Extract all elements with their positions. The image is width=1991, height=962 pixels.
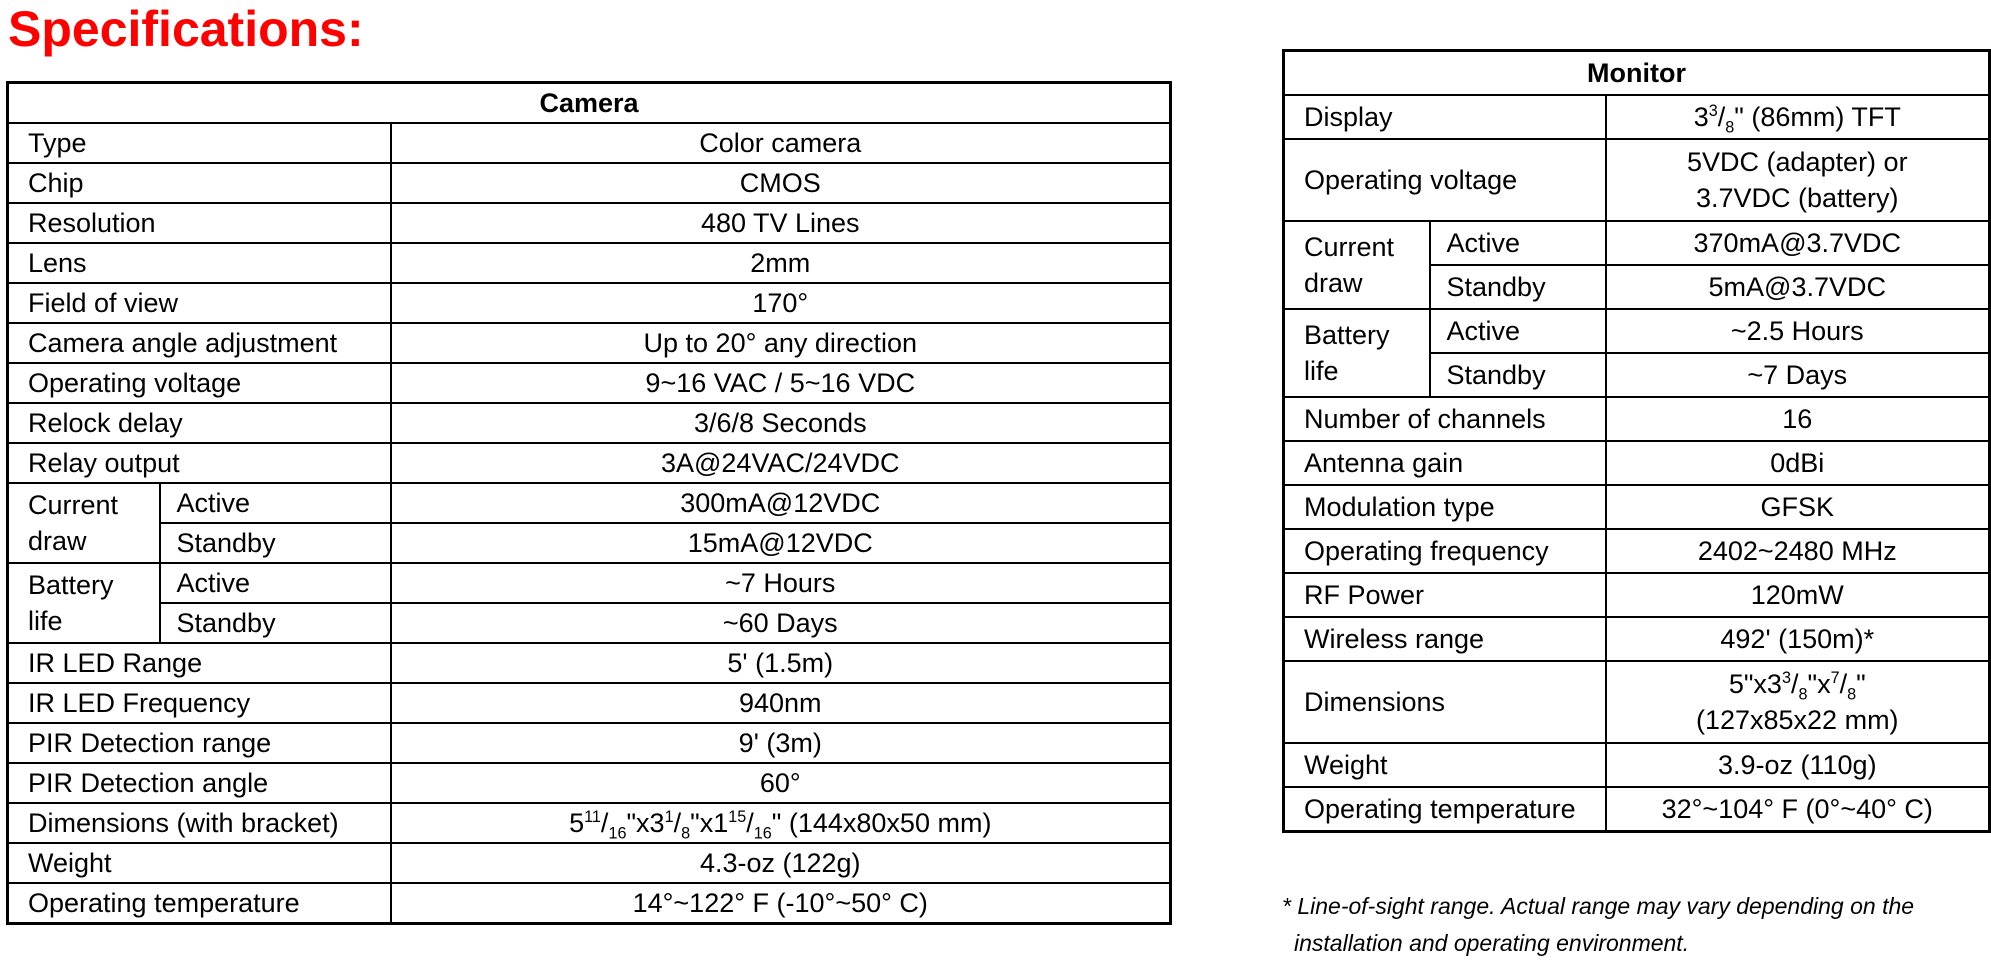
value-part: "x3 [626, 808, 665, 838]
footnote-line: installation and operating environment. [1294, 930, 1690, 956]
spec-value: 60° [391, 763, 1171, 803]
spec-label: Operating temperature [1284, 787, 1606, 832]
fraction-slash: / [1790, 669, 1799, 699]
spec-value: Up to 20° any direction [391, 323, 1171, 363]
fraction-denominator: 16 [753, 824, 772, 843]
table-row [8, 683, 1171, 723]
spec-label: RF Power [1284, 573, 1606, 617]
table-row [1284, 221, 1990, 265]
fraction-denominator: 16 [608, 824, 627, 843]
table-row [1284, 661, 1990, 743]
spec-label: Lens [8, 243, 391, 283]
spec-label: Weight [8, 843, 391, 883]
table-row [8, 443, 1171, 483]
label-line: Current [28, 490, 119, 520]
spec-value: 2mm [391, 243, 1171, 283]
spec-label: Operating frequency [1284, 529, 1606, 573]
table-row [8, 563, 1171, 603]
spec-sublabel: Active [1430, 221, 1606, 265]
value-part: 5 [569, 808, 585, 838]
fraction-slash: / [600, 808, 609, 838]
label-line: draw [1304, 268, 1363, 298]
spec-value: 120mW [1606, 573, 1990, 617]
spec-value: ~2.5 Hours [1606, 309, 1990, 353]
table-row [1284, 95, 1990, 139]
label-line: Current [1304, 232, 1395, 262]
table-row [8, 523, 1171, 563]
table-row [8, 643, 1171, 683]
table-header-row [8, 83, 1171, 124]
fraction-denominator: 8 [1847, 685, 1857, 704]
spec-value: 15mA@12VDC [391, 523, 1171, 563]
spec-label: Weight [1284, 743, 1606, 787]
monitor-spec-table [1282, 49, 1991, 833]
table-row [1284, 441, 1990, 485]
spec-sublabel: Active [160, 483, 391, 523]
spec-value: ~7 Days [1606, 353, 1990, 397]
spec-value: 480 TV Lines [391, 203, 1171, 243]
value-part: " (144x80x50 mm) [771, 808, 992, 838]
spec-label: Relock delay [8, 403, 391, 443]
page-title: Specifications: [8, 1, 364, 57]
spec-label: PIR Detection range [8, 723, 391, 763]
table-row [8, 843, 1171, 883]
spec-label: Operating voltage [1284, 139, 1606, 221]
table-row [1284, 309, 1990, 353]
spec-label: Antenna gain [1284, 441, 1606, 485]
fraction-numerator: 3 [1781, 669, 1791, 687]
spec-label: Camera angle adjustment [8, 323, 391, 363]
fraction-numerator: 1 [664, 808, 674, 826]
spec-label: Chip [8, 163, 391, 203]
fraction-slash: / [746, 808, 754, 838]
value-line: 3.7VDC (battery) [1695, 183, 1899, 213]
spec-label: Dimensions (with bracket) [8, 803, 391, 843]
table-row [8, 163, 1171, 203]
spec-value [1606, 139, 1990, 221]
spec-value: ~60 Days [391, 603, 1171, 643]
spec-value: 5mA@3.7VDC [1606, 265, 1990, 309]
table-row [1284, 485, 1990, 529]
fraction-slash: / [1839, 669, 1848, 699]
table-row [8, 323, 1171, 363]
fraction-numerator: 15 [728, 808, 747, 826]
spec-value: ~7 Hours [391, 563, 1171, 603]
fraction-denominator: 8 [681, 824, 691, 843]
spec-label: Wireless range [1284, 617, 1606, 661]
spec-value [1606, 661, 1990, 743]
footnote [1282, 888, 1987, 962]
spec-label: Operating voltage [8, 363, 391, 403]
value-part: "x [1807, 669, 1831, 699]
spec-value: 32°~104° F (0°~40° C) [1606, 787, 1990, 832]
label-line: Battery [28, 570, 114, 600]
fraction-slash: / [673, 808, 682, 838]
table-header-row [1284, 51, 1990, 96]
spec-label: IR LED Range [8, 643, 391, 683]
footnote-line: * Line-of-sight range. Actual range may vary depending on the [1282, 893, 1915, 919]
spec-value: 5' (1.5m) [391, 643, 1171, 683]
fraction-denominator: 8 [1798, 685, 1808, 704]
fraction-numerator: 11 [584, 808, 601, 826]
table-row [1284, 529, 1990, 573]
spec-value: 940nm [391, 683, 1171, 723]
spec-sublabel: Standby [160, 603, 391, 643]
spec-group-label [8, 563, 160, 643]
table-row [8, 883, 1171, 924]
spec-value: GFSK [1606, 485, 1990, 529]
value-part: 5"x3 [1728, 669, 1782, 699]
value-part: " [1856, 669, 1866, 699]
spec-label: PIR Detection angle [8, 763, 391, 803]
fraction-numerator: 3 [1708, 102, 1718, 120]
spec-value: 492' (150m)* [1606, 617, 1990, 661]
fraction-denominator: 8 [1725, 118, 1735, 137]
spec-label: IR LED Frequency [8, 683, 391, 723]
table-row [8, 403, 1171, 443]
table-row [1284, 617, 1990, 661]
spec-value: 2402~2480 MHz [1606, 529, 1990, 573]
table-row [1284, 139, 1990, 221]
spec-label: Dimensions [1284, 661, 1606, 743]
spec-label: Field of view [8, 283, 391, 323]
label-line: draw [28, 526, 87, 556]
value-part: 3 [1693, 102, 1709, 132]
fraction-numerator: 7 [1830, 669, 1840, 687]
label-line: life [1304, 356, 1339, 386]
table-row [1284, 743, 1990, 787]
table-row [8, 723, 1171, 763]
spec-value: 0dBi [1606, 441, 1990, 485]
spec-sublabel: Standby [1430, 353, 1606, 397]
spec-group-label [8, 483, 160, 563]
spec-value: 3A@24VAC/24VDC [391, 443, 1171, 483]
spec-value [391, 803, 1171, 843]
spec-sublabel: Standby [160, 523, 391, 563]
value-line: (127x85x22 mm) [1695, 705, 1899, 735]
fraction-slash: / [1717, 102, 1726, 132]
table-row [8, 243, 1171, 283]
table-row [8, 203, 1171, 243]
label-line: life [28, 606, 63, 636]
table-row [1284, 397, 1990, 441]
spec-group-label [1284, 309, 1430, 397]
spec-label: Resolution [8, 203, 391, 243]
camera-table-header: Camera [8, 83, 1171, 124]
spec-label: Display [1284, 95, 1606, 139]
spec-value: 4.3-oz (122g) [391, 843, 1171, 883]
table-row [8, 603, 1171, 643]
spec-sublabel: Active [160, 563, 391, 603]
spec-sublabel: Standby [1430, 265, 1606, 309]
spec-label: Operating temperature [8, 883, 391, 924]
camera-spec-table [6, 81, 1172, 925]
spec-value: 16 [1606, 397, 1990, 441]
table-row [8, 763, 1171, 803]
value-part: " (86mm) TFT [1734, 102, 1901, 132]
table-row [8, 123, 1171, 163]
spec-label: Number of channels [1284, 397, 1606, 441]
spec-label: Modulation type [1284, 485, 1606, 529]
value-line: 5VDC (adapter) or [1686, 147, 1908, 177]
table-row [8, 483, 1171, 523]
monitor-table-header: Monitor [1284, 51, 1990, 96]
spec-value: CMOS [391, 163, 1171, 203]
spec-value: 3/6/8 Seconds [391, 403, 1171, 443]
spec-sublabel: Active [1430, 309, 1606, 353]
spec-value: Color camera [391, 123, 1171, 163]
spec-value: 170° [391, 283, 1171, 323]
table-row [1284, 573, 1990, 617]
spec-value: 3.9-oz (110g) [1606, 743, 1990, 787]
spec-label: Type [8, 123, 391, 163]
table-row [8, 363, 1171, 403]
value-part: "x1 [690, 808, 729, 838]
spec-value: 14°~122° F (-10°~50° C) [391, 883, 1171, 924]
table-row [1284, 787, 1990, 832]
spec-group-label [1284, 221, 1430, 309]
spec-value: 370mA@3.7VDC [1606, 221, 1990, 265]
label-line: Battery [1304, 320, 1390, 350]
spec-value: 9~16 VAC / 5~16 VDC [391, 363, 1171, 403]
spec-value: 9' (3m) [391, 723, 1171, 763]
spec-value: 300mA@12VDC [391, 483, 1171, 523]
table-row [8, 803, 1171, 843]
spec-value [1606, 95, 1990, 139]
table-row [8, 283, 1171, 323]
spec-label: Relay output [8, 443, 391, 483]
